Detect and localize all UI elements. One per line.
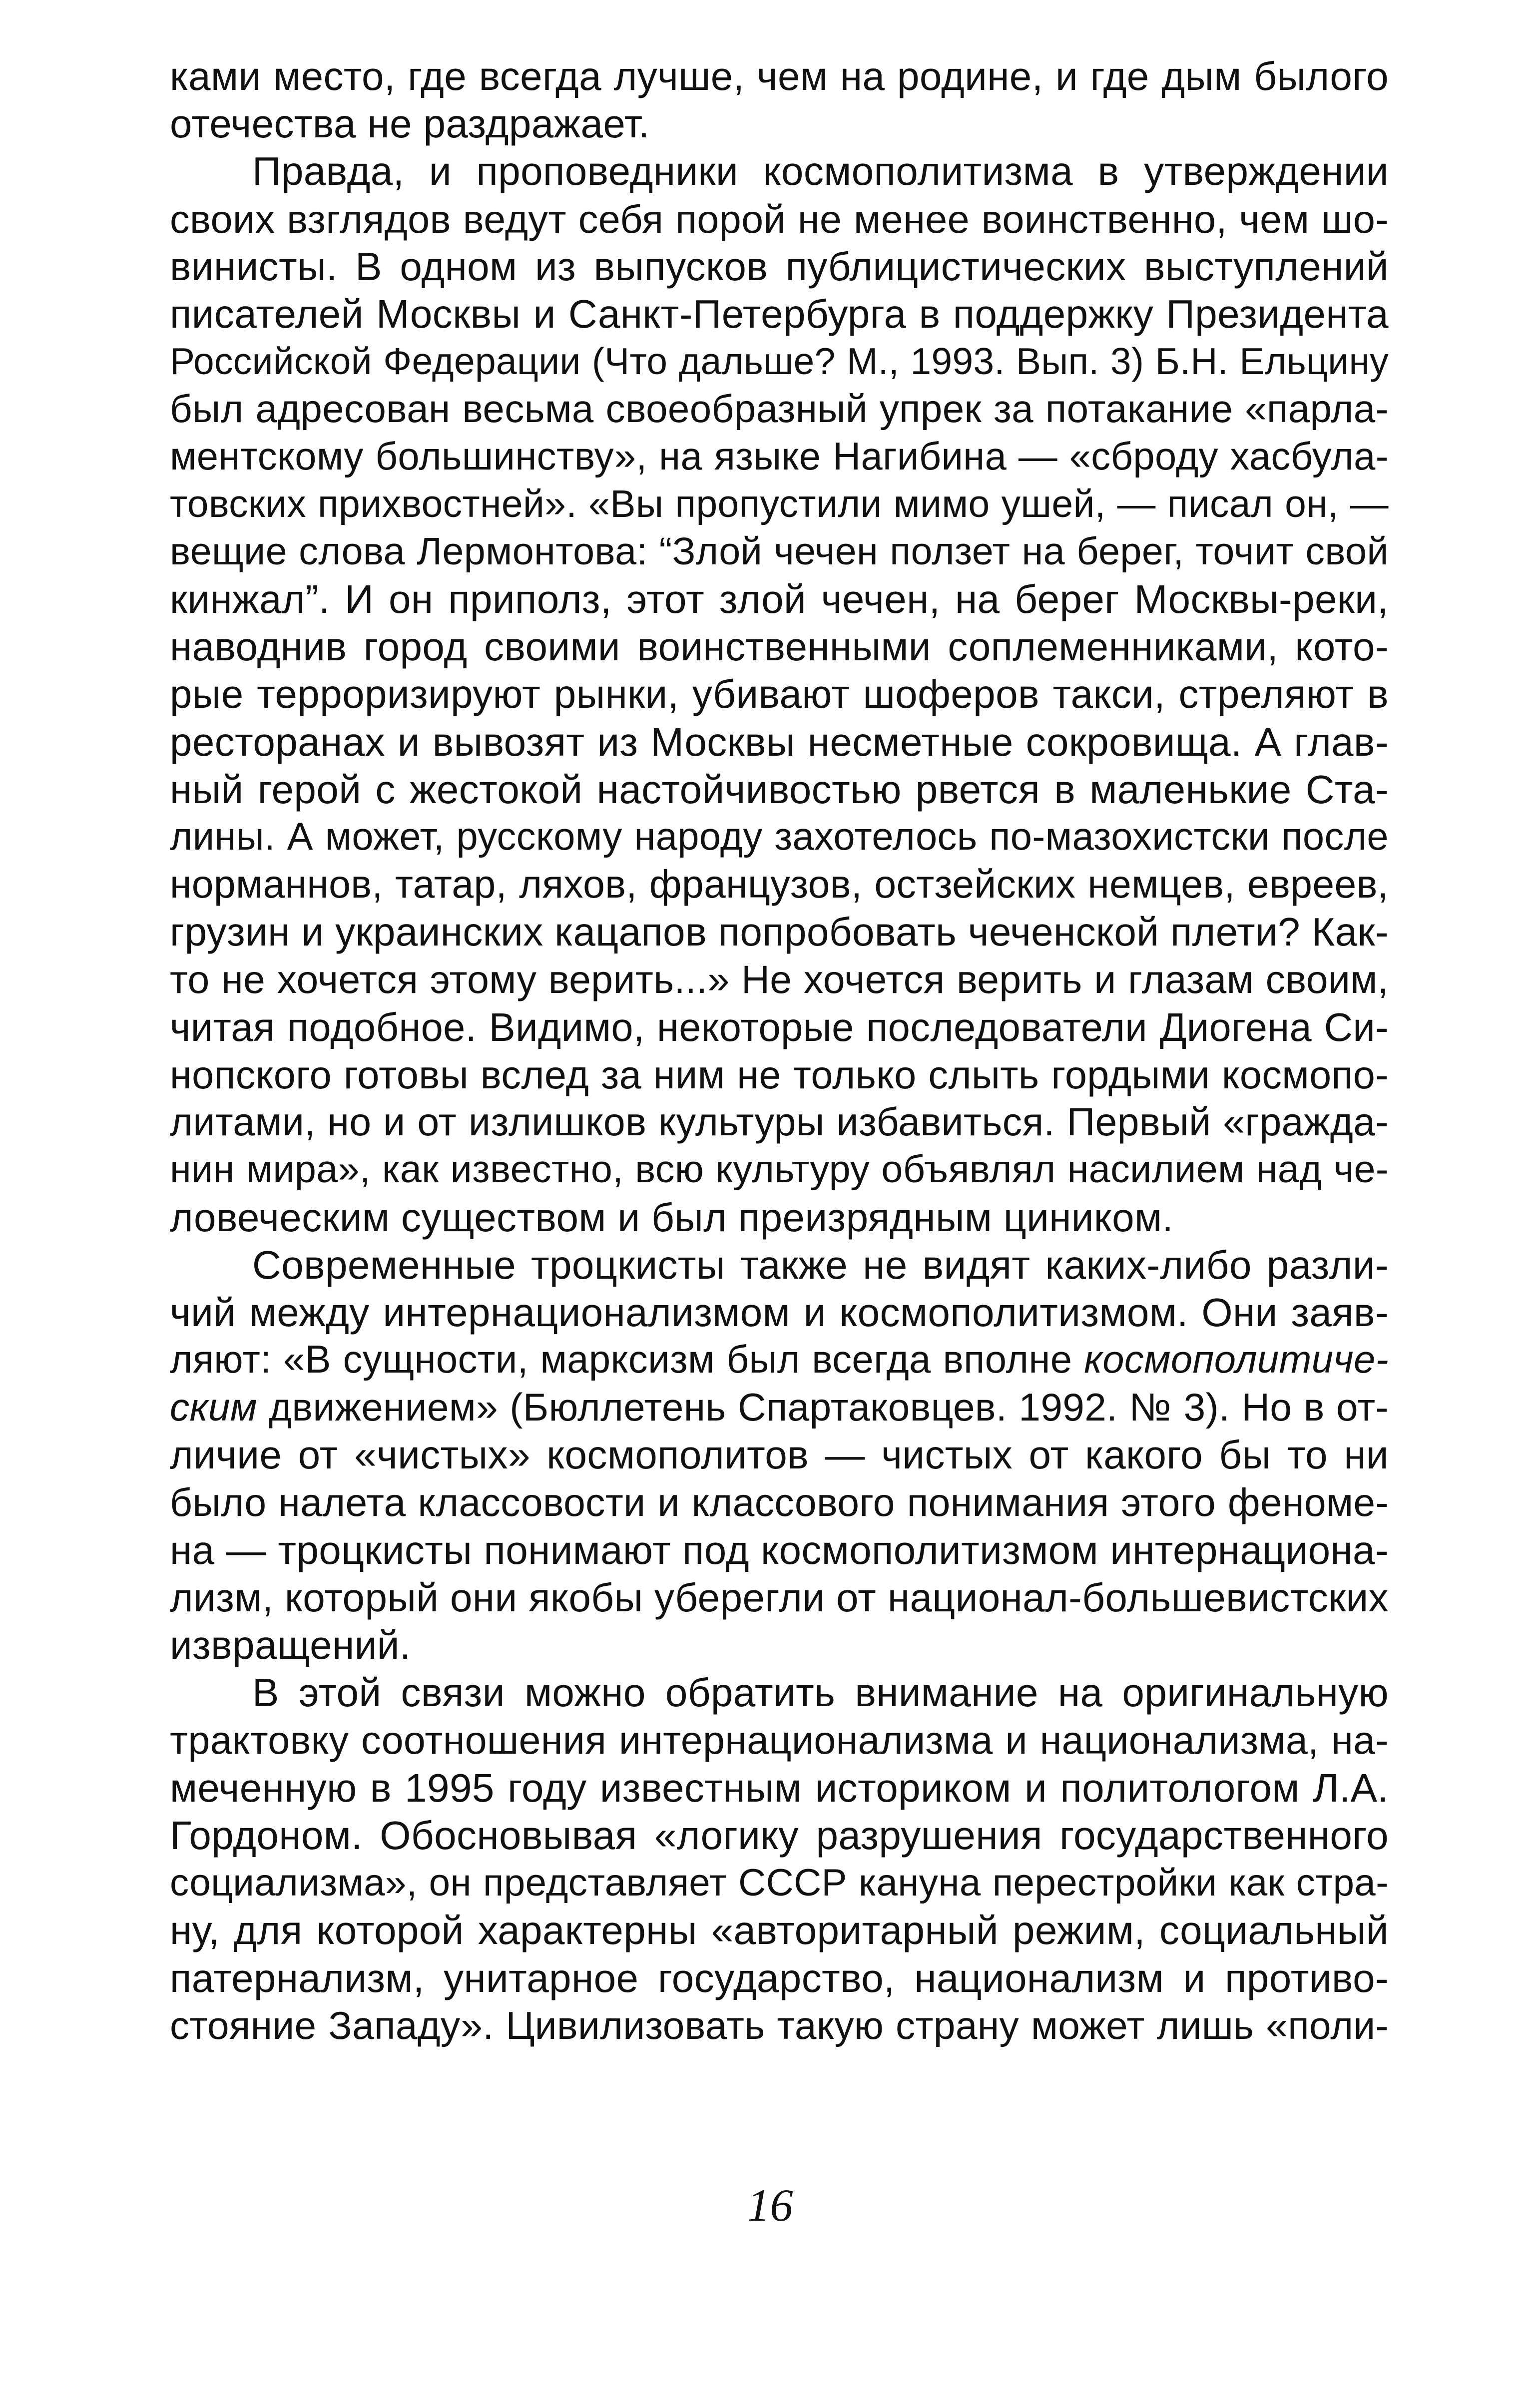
text-segment: наводнив город своими воинственными соплеменниками, кото- bbox=[170, 624, 1389, 669]
text-segment: социализма», он представляет СССР кануна перестройки как стра- bbox=[170, 1862, 1389, 1905]
italic-text-segment: ским bbox=[170, 1385, 257, 1430]
text-segment: В этой связи можно обратить внимание на оригинальную bbox=[252, 1670, 1389, 1715]
text-line bbox=[170, 385, 1389, 433]
text-segment: отечества не раздражает. bbox=[170, 101, 650, 146]
text-segment: извращений. bbox=[170, 1623, 411, 1668]
text-line bbox=[170, 433, 1389, 480]
text-segment: вещие слова Лермонтова: “Злой чечен ползет на берег, точит свой bbox=[170, 529, 1389, 573]
text-line bbox=[170, 290, 1389, 338]
text-segment: был адресован весьма своеобразный упрек за потакание «парла- bbox=[170, 387, 1389, 431]
body-text bbox=[170, 52, 1389, 2049]
text-line bbox=[170, 1717, 1389, 1764]
text-line bbox=[170, 575, 1389, 623]
text-segment: своих взглядов ведут себя порой не менее воинственно, чем шо- bbox=[170, 196, 1389, 241]
text-segment: Правда, и проповедники космополитизма в утверждении bbox=[252, 149, 1389, 194]
text-segment: норманнов, татар, ляхов, французов, остзейских немцев, евреев, bbox=[170, 862, 1389, 907]
text-segment: было налета классовости и классового понимания этого феноме- bbox=[170, 1480, 1389, 1524]
text-line bbox=[170, 1003, 1389, 1051]
text-segment: патернализм, унитарное государство, национализм и противо- bbox=[170, 1955, 1389, 2000]
text-segment: чий между интернационализмом и космополитизмом. Они заяв- bbox=[170, 1290, 1389, 1335]
text-line bbox=[170, 1954, 1389, 2002]
text-line bbox=[170, 1098, 1389, 1146]
text-segment: грузин и украинских кацапов попробовать чеченской плети? Как- bbox=[170, 910, 1389, 955]
text-line bbox=[170, 1574, 1389, 1621]
text-line bbox=[170, 338, 1389, 385]
text-line bbox=[170, 1431, 1389, 1478]
text-line bbox=[170, 52, 1389, 100]
italic-text-segment: космополитиче- bbox=[1084, 1338, 1389, 1382]
text-segment: ну, для которой характерны «авторитарный режим, социальный bbox=[170, 1908, 1389, 1953]
text-line bbox=[170, 1479, 1389, 1526]
text-line bbox=[170, 1384, 1389, 1431]
text-line bbox=[170, 1669, 1389, 1716]
page-number: 16 bbox=[747, 2180, 793, 2231]
text-line bbox=[170, 861, 1389, 908]
text-segment: ментскому большинству», на языке Нагибина — «сброду хасбула- bbox=[170, 435, 1389, 478]
text-segment: меченную в 1995 году известным историком и политологом Л.А. bbox=[170, 1765, 1389, 1810]
text-line bbox=[170, 718, 1389, 766]
text-line bbox=[170, 1051, 1389, 1098]
text-segment: писателей Москвы и Санкт-Петербурга в поддержку Президента bbox=[170, 291, 1389, 336]
text-segment: винисты. В одном из выпусков публицистических выступлений bbox=[170, 244, 1389, 289]
text-line bbox=[170, 1621, 1389, 1669]
text-segment: лизм, который они якобы уберегли от национал-большевистских bbox=[170, 1575, 1389, 1620]
text-segment: Современные троцкисты также не видят каких-либо разли- bbox=[252, 1242, 1389, 1287]
text-line bbox=[170, 1859, 1389, 1907]
text-line bbox=[170, 1764, 1389, 1812]
text-segment: лины. А может, русскому народу захотелось по-мазохистски после bbox=[170, 815, 1389, 858]
text-line bbox=[170, 1241, 1389, 1289]
text-segment: нопского готовы вслед за ним не только слыть гордыми космопо- bbox=[170, 1052, 1389, 1097]
text-line bbox=[170, 528, 1389, 575]
text-line bbox=[170, 1146, 1389, 1193]
text-line bbox=[170, 813, 1389, 861]
text-segment: то не хочется этому верить...» Не хочется верить и глазам своим, bbox=[170, 957, 1389, 1001]
text-line bbox=[170, 147, 1389, 195]
text-segment: ловеческим существом и был преизрядным циником. bbox=[170, 1195, 1174, 1240]
text-segment: рые терроризируют рынки, убивают шоферов такси, стреляют в bbox=[170, 672, 1389, 717]
text-line bbox=[170, 670, 1389, 718]
text-segment: Российской Федерации (Что дальше? М., 1993. Вып. 3) Б.Н. Ельцину bbox=[170, 340, 1389, 383]
text-segment: стояние Западу». Цивилизовать такую страну может лишь «поли- bbox=[170, 2003, 1389, 2047]
text-line bbox=[170, 908, 1389, 956]
text-segment: ляют: «В сущности, марксизм был всегда вполне bbox=[170, 1338, 1084, 1382]
text-segment: кинжал”. И он приполз, этот злой чечен, на берег Москвы-реки, bbox=[170, 577, 1389, 622]
text-segment: трактовку соотношения интернационализма и национализма, на- bbox=[170, 1718, 1389, 1762]
text-line bbox=[170, 195, 1389, 243]
text-segment: личие от «чистых» космополитов — чистых от какого бы то ни bbox=[170, 1433, 1389, 1477]
text-line bbox=[170, 1907, 1389, 1954]
text-segment: ресторанах и вывозят из Москвы несметные сокровища. А глав- bbox=[170, 719, 1389, 764]
text-segment: товских прихвостней». «Вы пропустили мимо ушей, — писал он, — bbox=[170, 482, 1389, 525]
text-line bbox=[170, 100, 1389, 147]
text-segment: нин мира», как известно, всю культуру объявлял насилием над че- bbox=[170, 1148, 1389, 1191]
text-line bbox=[170, 480, 1389, 528]
text-line bbox=[170, 766, 1389, 813]
text-segment: читая подобное. Видимо, некоторые последователи Диогена Си- bbox=[170, 1004, 1389, 1049]
text-line bbox=[170, 623, 1389, 670]
text-line bbox=[170, 243, 1389, 290]
text-line bbox=[170, 1812, 1389, 1859]
text-segment: движением» (Бюллетень Спартаковцев. 1992. № 3). Но в от- bbox=[257, 1385, 1389, 1430]
text-line bbox=[170, 1194, 1389, 1241]
text-segment: ками место, где всегда лучше, чем на родине, и где дым былого bbox=[170, 54, 1389, 98]
text-line bbox=[170, 956, 1389, 1003]
text-line bbox=[170, 2002, 1389, 2049]
text-segment: литами, но и от излишков культуры избавиться. Первый «гражда- bbox=[170, 1100, 1389, 1144]
text-segment: ный герой с жестокой настойчивостью рвется в маленькие Ста- bbox=[170, 767, 1389, 812]
text-segment: на — троцкисты понимают под космополитизмом интернациона- bbox=[170, 1527, 1389, 1572]
text-line bbox=[170, 1289, 1389, 1336]
text-segment: Гордоном. Обосновывая «логику разрушения государственного bbox=[170, 1813, 1389, 1858]
text-line bbox=[170, 1526, 1389, 1574]
text-line bbox=[170, 1336, 1389, 1384]
